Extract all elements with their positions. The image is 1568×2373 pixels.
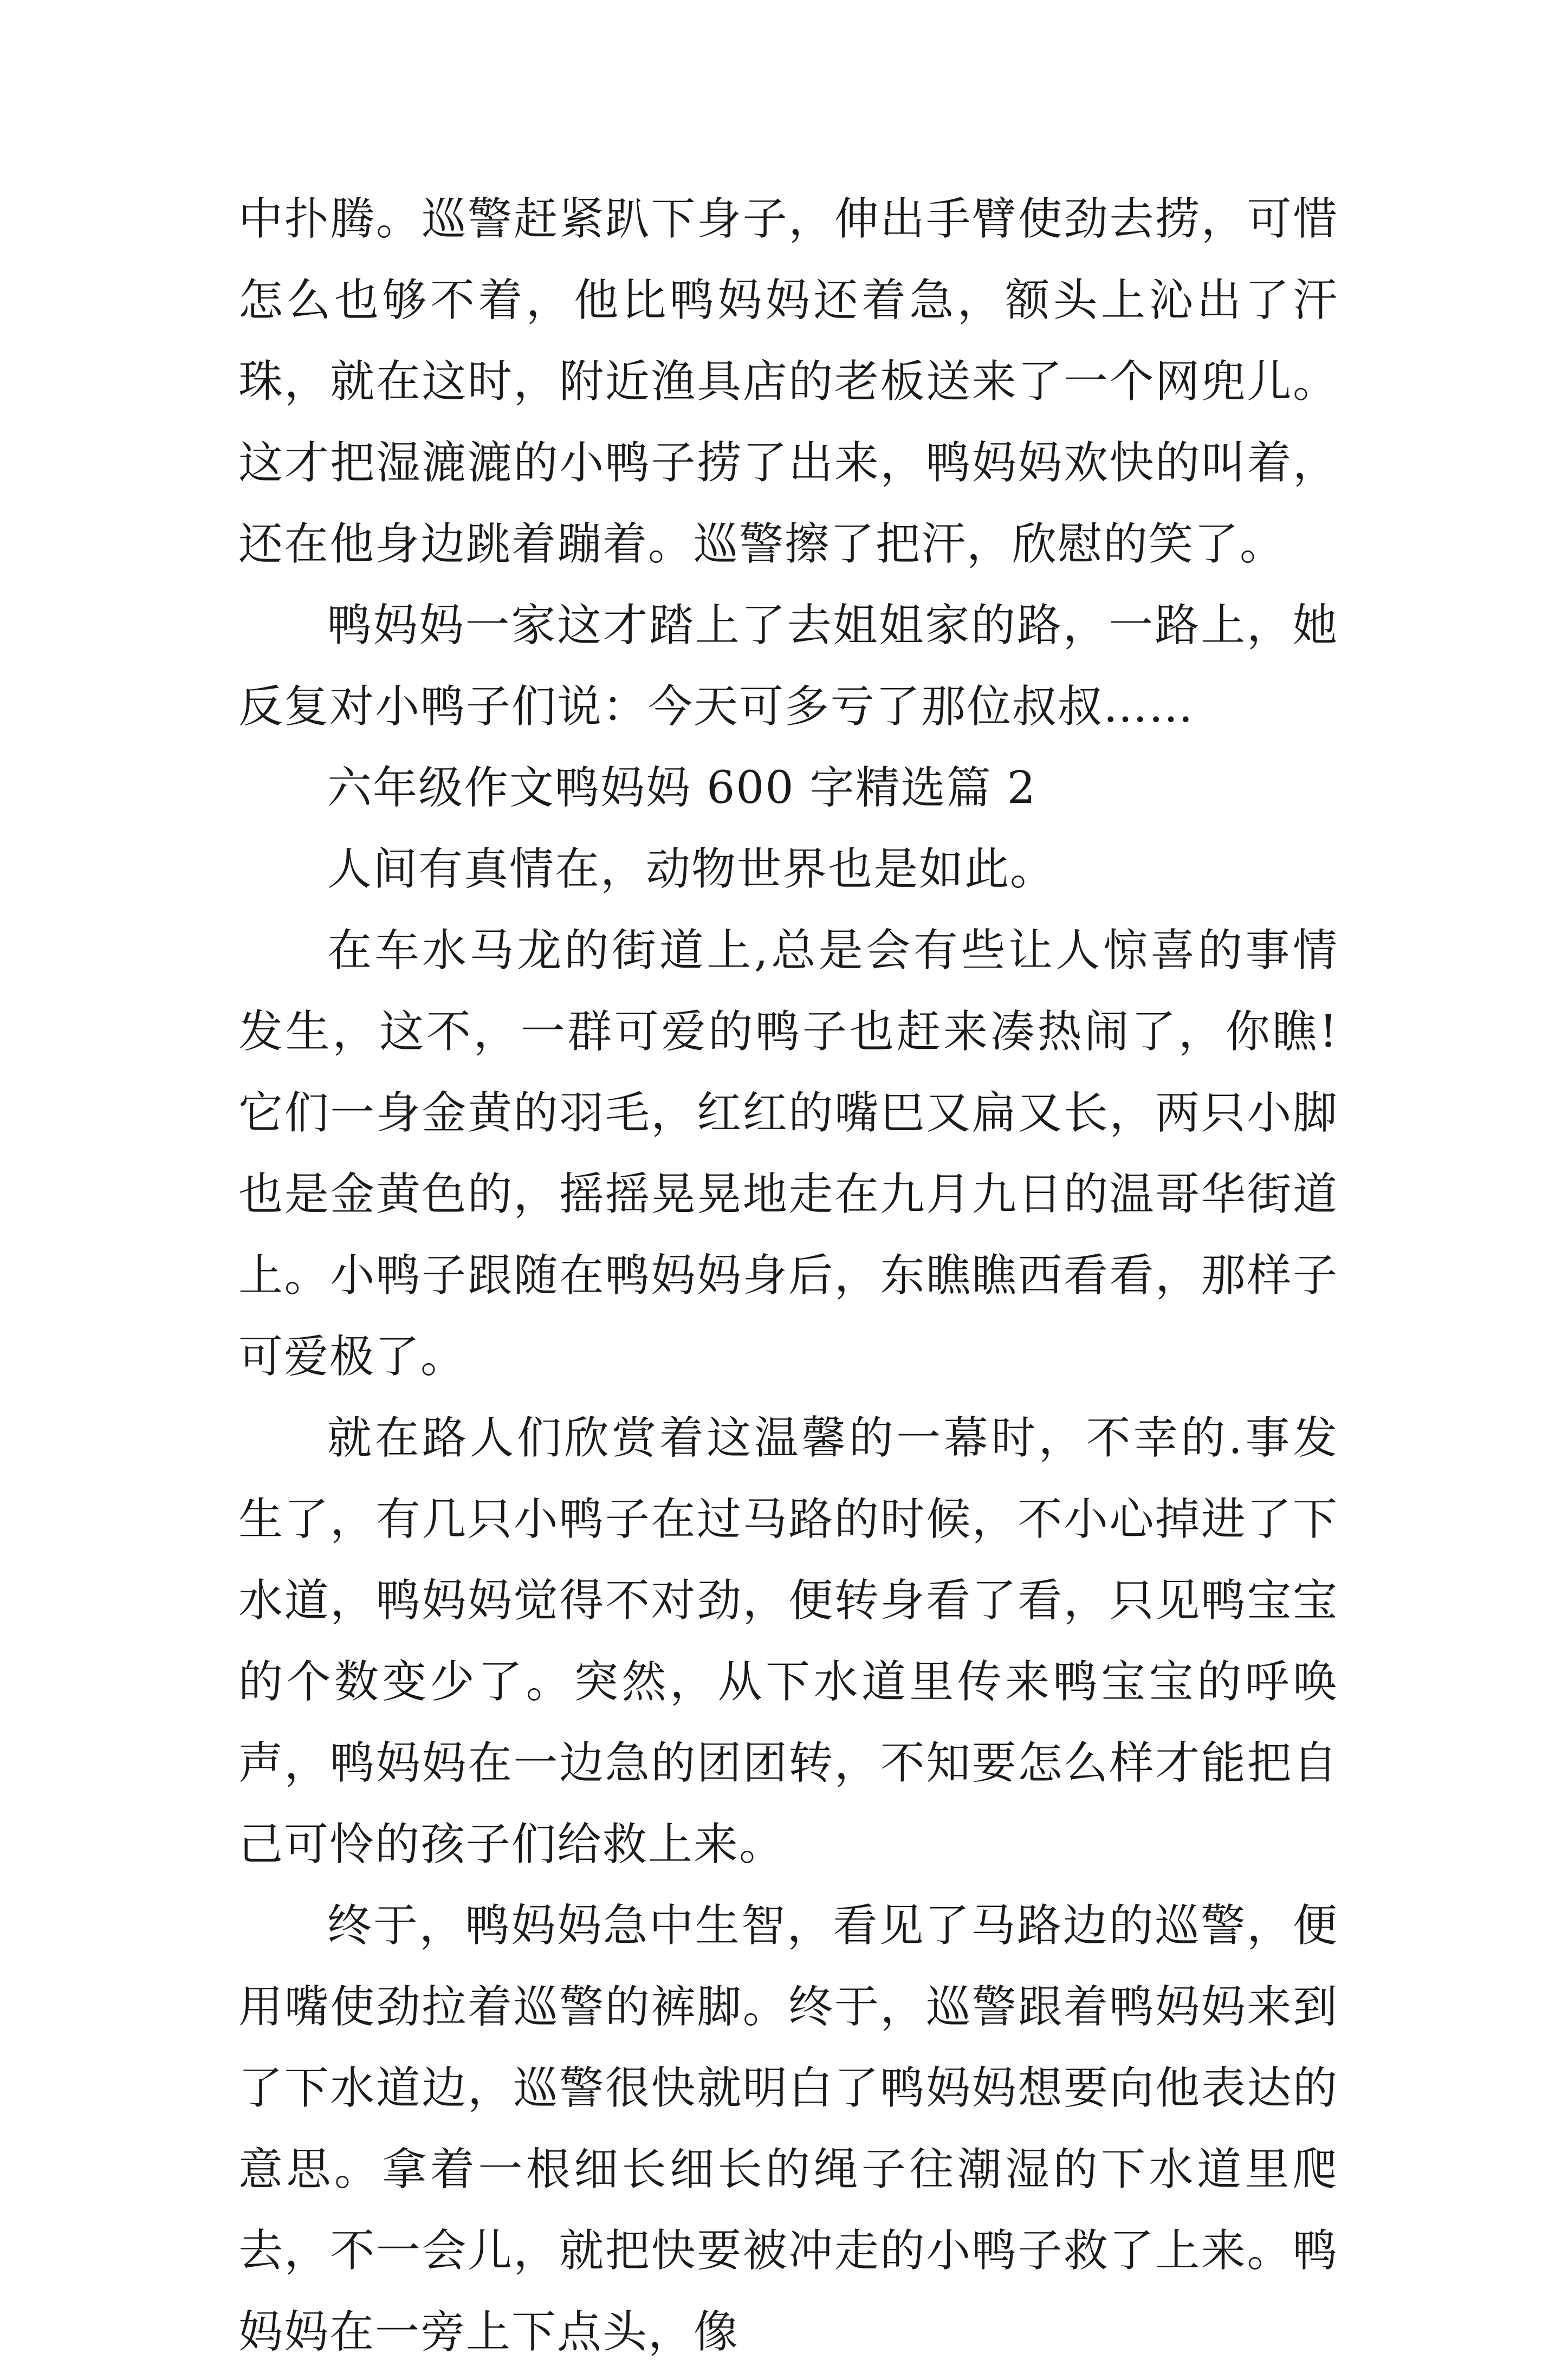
body-text	[238, 179, 1338, 2373]
paragraph-6: 终于，鸭妈妈急中生智，看见了马路边的巡警，便用嘴使劲拉着巡警的裤脚。终于，巡警跟着鸭妈妈来到了下水道边，巡警很快就明白了鸭妈妈想要向他表达的意思。拿着一根细长细长的绳子往潮湿的下水道里爬去，不一会儿，就把快要被冲走的小鸭子救了上来。鸭妈妈在一旁上下点头，像	[238, 1900, 1338, 2358]
paragraph-3: 人间有真情在，动物世界也是如此。	[327, 844, 1056, 895]
paragraph-2: 鸭妈妈一家这才踏上了去姐姐家的路，一路上，她反复对小鸭子们说：今天可多亏了那位叔叔……	[238, 600, 1338, 732]
section-heading: 六年级作文鸭妈妈 600 字精选篇 2	[327, 762, 1036, 814]
paragraph-5: 就在路人们欣赏着这温馨的一幕时，不幸的.事发生了，有几只小鸭子在过马路的时候，不小心掉进了下水道，鸭妈妈觉得不对劲，便转身看了看，只见鸭宝宝的个数变少了。突然，从下水道里传来鸭宝宝的呼唤声，鸭妈妈在一边急的团团转，不知要怎么样才能把自己可怜的孩子们给救上来。	[238, 1412, 1338, 1870]
paragraph-1: 中扑腾。巡警赶紧趴下身子，伸出手臂使劲去捞，可惜怎么也够不着，他比鸭妈妈还着急，额头上沁出了汗珠，就在这时，附近渔具店的老板送来了一个网兜儿。这才把湿漉漉的小鸭子捞了出来，鸭妈妈欢快的叫着，还在他身边跳着蹦着。巡警擦了把汗，欣慰的笑了。	[238, 193, 1338, 570]
paragraph-4: 在车水马龙的街道上,总是会有些让人惊喜的事情发生，这不，一群可爱的鸭子也赶来凑热闹了，你瞧!它们一身金黄的羽毛，红红的嘴巴又扁又长，两只小脚也是金黄色的，摇摇晃晃地走在九月九日的温哥华街道上。小鸭子跟随在鸭妈妈身后，东瞧瞧西看看，那样子可爱极了。	[238, 925, 1338, 1383]
